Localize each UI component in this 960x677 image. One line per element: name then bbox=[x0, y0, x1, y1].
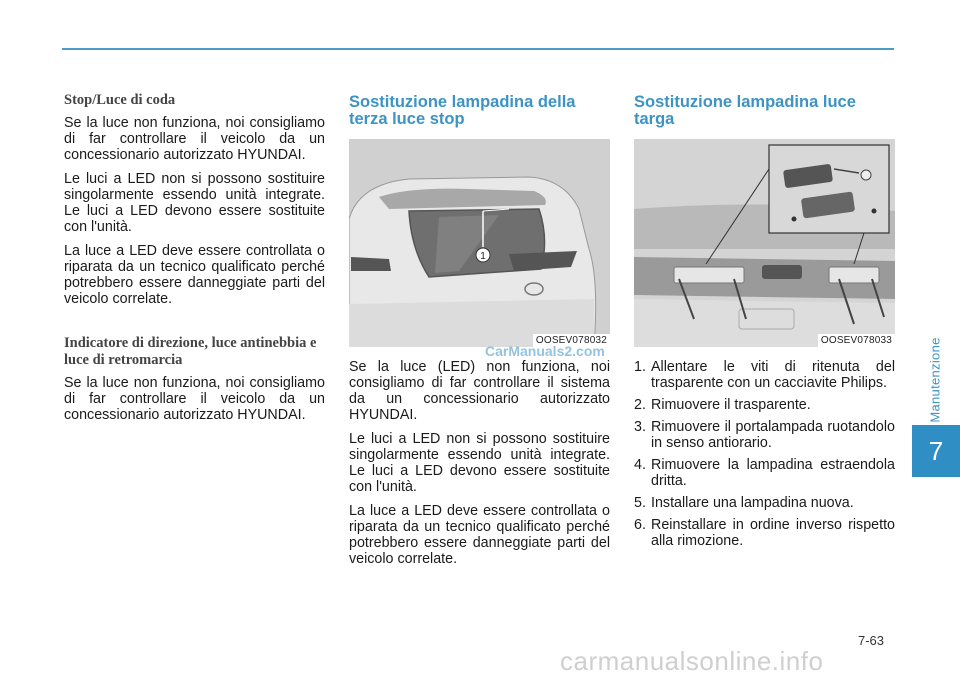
chapter-tab: 7 bbox=[912, 425, 960, 477]
car-rear-illustration bbox=[349, 139, 610, 347]
paragraph: La luce a LED deve essere controllata o riparata da un tecnico qualificato perché potrebbero essere danneggiate parti del veicolo correlate. bbox=[64, 243, 325, 307]
figure-third-brake-light bbox=[349, 139, 610, 347]
section-side-label: Manutenzione bbox=[927, 337, 943, 423]
list-item: 1. Allentare le viti di ritenuta del trasparente con un cacciavite Philips. bbox=[634, 359, 895, 391]
list-item: 5. Installare una lampadina nuova. bbox=[634, 495, 854, 511]
paragraph: La luce a LED deve essere controllata o riparata da un tecnico qualificato perché potrebbero essere danneggiate parti del veicolo correlate. bbox=[349, 503, 610, 567]
paragraph: Se la luce (LED) non funziona, noi consigliamo di far controllare il sistema da un concessionario autorizzato HYUNDAI. bbox=[349, 359, 610, 423]
figure-code: OOSEV078032 bbox=[533, 334, 610, 347]
heading-third-brake-light: Sostituzione lampadina della terza luce stop bbox=[349, 93, 576, 128]
list-item: 2. Rimuovere il trasparente. bbox=[634, 397, 811, 413]
list-item: 3. Rimuovere il portalampada ruotandolo in senso antiorario. bbox=[634, 419, 895, 451]
paragraph: Se la luce non funziona, noi consigliamo di far controllare il veicolo da un concessionario autorizzato HYUNDAI. bbox=[64, 115, 325, 163]
footer-watermark: carmanualsonline.info bbox=[560, 646, 824, 676]
steps-list bbox=[634, 359, 895, 549]
figure-code: OOSEV078033 bbox=[818, 334, 895, 347]
column-1 bbox=[64, 92, 325, 431]
heading-turn-fog-reverse: Indicatore di direzione, luce antinebbia e luce di retromarcia bbox=[64, 335, 317, 368]
figure-license-plate-light bbox=[634, 139, 895, 347]
paragraph: Se la luce non funziona, noi consigliamo di far controllare il veicolo da un concessionario autorizzato HYUNDAI. bbox=[64, 375, 325, 423]
callout-1: 1 bbox=[480, 251, 486, 262]
list-item: 4. Rimuovere la lampadina estraendola dritta. bbox=[634, 457, 895, 489]
plate-light-illustration bbox=[634, 139, 895, 347]
paragraph: Le luci a LED non si possono sostituire singolarmente essendo unità integrate. Le luci a LED devono essere sostituite con l'unità. bbox=[349, 431, 610, 495]
list-item: 6. Reinstallare in ordine inverso rispetto alla rimozione. bbox=[634, 517, 895, 549]
column-3 bbox=[634, 92, 895, 555]
paragraph: Le luci a LED non si possono sostituire singolarmente essendo unità integrate. Le luci a LED devono essere sostituite con l'unità. bbox=[64, 171, 325, 235]
page-number: 7-63 bbox=[858, 633, 885, 648]
column-2 bbox=[349, 92, 610, 575]
heading-stop-tail-light: Stop/Luce di coda bbox=[64, 92, 176, 108]
header-rule bbox=[62, 48, 894, 50]
heading-license-plate-light: Sostituzione lampadina luce targa bbox=[634, 93, 856, 128]
watermark-carmanuals2: CarManuals2.com bbox=[485, 343, 605, 359]
